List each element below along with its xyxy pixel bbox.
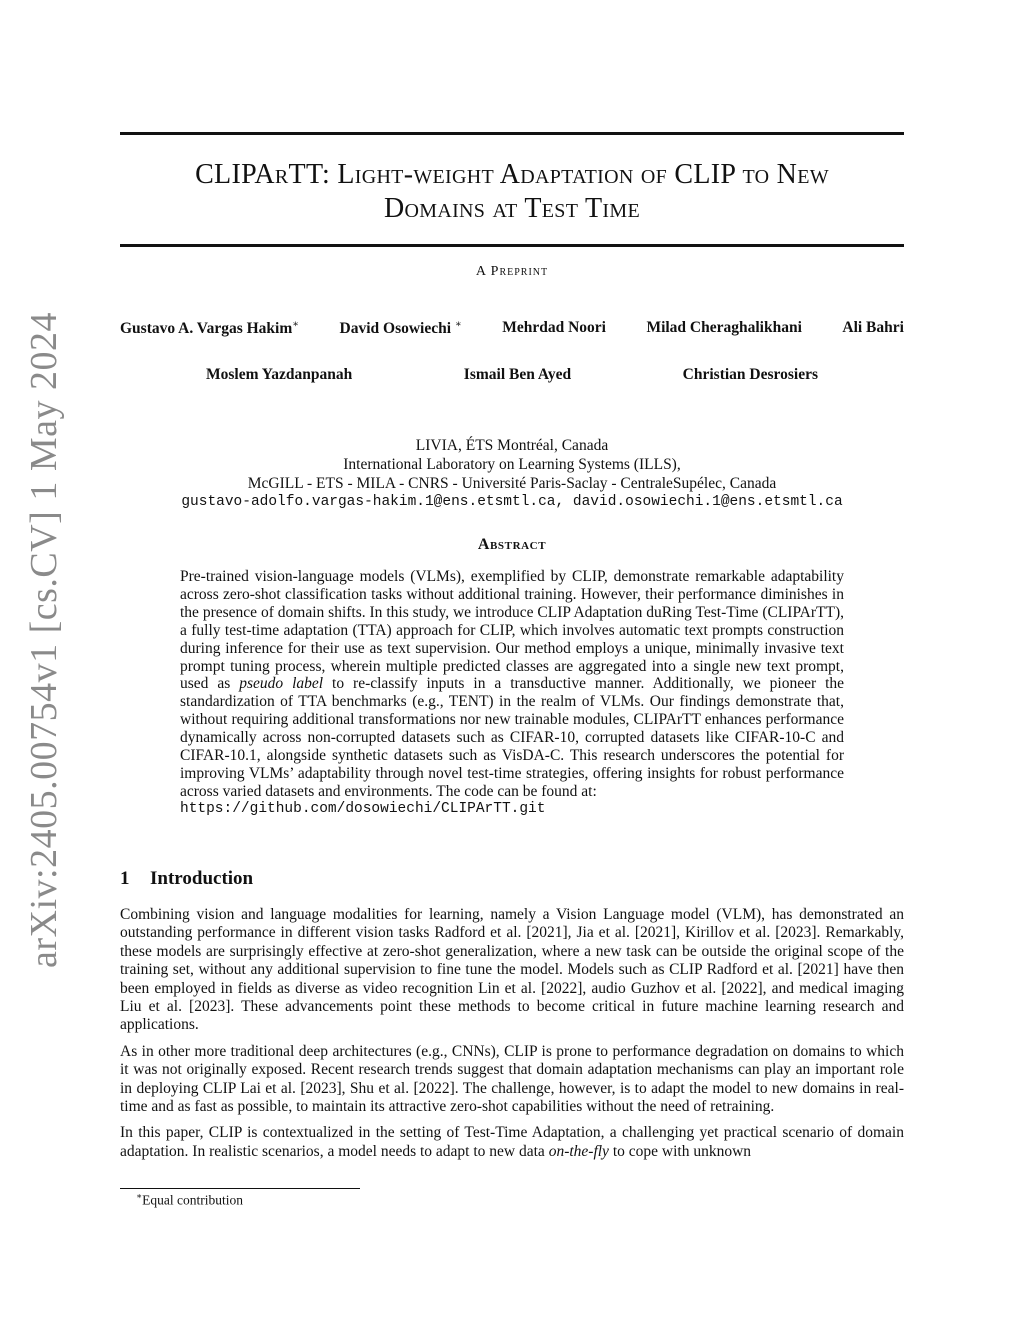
preprint-label: A Preprint <box>475 264 549 279</box>
paper-title <box>120 158 904 226</box>
footnote: ∗Equal contribution <box>136 1191 243 1208</box>
affiliation-line: McGILL - ETS - MILA - CNRS - Université Paris-Saclay - CentraleSupélec, Canada <box>247 475 777 492</box>
author: Gustavo A. Vargas Hakim∗ <box>120 319 300 338</box>
section-body <box>120 906 904 1169</box>
author-emails[interactable]: gustavo-adolfo.vargas-hakim.1@ens.etsmtl.ca, david.osowiechi.1@ens.etsmtl.ca <box>181 494 843 510</box>
title-line-1: CLIPArTT: Light-weight Adaptation of CLIP to New <box>195 159 829 190</box>
paragraph: As in other more traditional deep architectures (e.g., CNNs), CLIP is prone to performance degradation on domains to which it was not originally exposed. Recent research trends suggest that domain adaptation mechanisms can play an important role in deploying CLIP Lai et al. [2023], Shu et al. [2022]. The challenge, however, is to adapt the model to new domains in real-time and as fast as possible, to maintain its attractive zero-shot capabilities without the need of retraining. <box>120 1042 904 1116</box>
title-bottom-rule <box>120 244 904 247</box>
title-line-2: Domains at Test Time <box>384 193 640 224</box>
arxiv-identifier: arXiv:2405.00754v1 [cs.CV] 1 May 2024 <box>23 312 65 968</box>
author-row-1 <box>120 319 904 338</box>
equal-contribution-mark: ∗ <box>454 319 462 330</box>
title-top-rule <box>120 132 904 135</box>
paragraph: In this paper, CLIP is contextualized in the setting of Test-Time Adaptation, a challenging yet practical scenario of domain adaptation. In realistic scenarios, a model needs to adapt to new data on-the-fly to cope with unknown <box>120 1124 904 1160</box>
affiliation-line: LIVIA, ÉTS Montréal, Canada <box>415 437 609 454</box>
author: Milad Cheraghalikhani <box>646 319 802 336</box>
equal-contribution-mark: ∗ <box>292 319 300 330</box>
author: Ismail Ben Ayed <box>463 366 572 383</box>
section-title: Introduction <box>150 868 254 889</box>
author: David Osowiechi ∗ <box>339 319 462 338</box>
footnote-rule <box>120 1188 360 1189</box>
emphasis: pseudo label <box>239 675 324 693</box>
author: Ali Bahri <box>842 319 904 336</box>
author-row-2 <box>206 366 818 384</box>
section-heading <box>120 868 253 890</box>
emphasis: on-the-fly <box>548 1142 609 1160</box>
author: Christian Desrosiers <box>682 366 818 383</box>
code-link[interactable]: https://github.com/dosowiechi/CLIPArTT.git <box>180 800 546 817</box>
abstract-heading: Abstract <box>477 536 547 553</box>
footnote-mark: ∗ <box>136 1191 143 1201</box>
affiliation-line: International Laboratory on Learning Systems (ILLS), <box>343 456 681 473</box>
affiliations <box>0 436 1024 512</box>
section-number: 1 <box>120 868 130 889</box>
abstract-text: Pre-trained vision-language models (VLMs), exemplified by CLIP, demonstrate remarkable adaptability across zero-shot classification tasks without additional training. However, their performance diminishes in the presence of domain shifts. In this study, we introduce CLIP Adaptation duRing Test-Time (CLIPArTT), a fully test-time adaptation (TTA) approach for CLIP, which involves automatic text prompts construction during inference for their use as text supervision. Our method employs a unique, minimally invasive text prompt tuning process, wherein multiple predicted classes are aggregated into a single new text prompt, used as pseudo label to re-classify inputs in a transductive manner. Additionally, we pioneer the standardization of TTA benchmarks (e.g., TENT) in the realm of VLMs. Our findings demonstrate that, without requiring additional transformations nor new trainable modules, CLIPArTT enhances performance dynamically across non-corrupted datasets such as CIFAR-10, corrupted datasets like CIFAR-10-C and CIFAR-10.1, alongside synthetic datasets such as VisDA-C. This research underscores the potential for improving VLMs’ adaptability through novel test-time strategies, offering insights for robust performance across varied datasets and environments. The code can be found at: https://github.com/dosowiechi/CLIPArTT.git <box>180 568 845 817</box>
author: Mehrdad Noori <box>502 319 606 336</box>
author: Moslem Yazdanpanah <box>206 366 353 383</box>
paragraph: Combining vision and language modalities for learning, namely a Vision Language model (VLM), has demonstrated an outstanding performance in different vision tasks Radford et al. [2021], Jia et al. [2021], Kirillov et al. [2023]. Remarkably, these models are surprisingly effective at zero-shot generalization, where a new task can be outside the original scope of the training set, without any additional supervision to fine tune the model. Models such as CLIP Radford et al. [2021] have then been employed in fields as diverse as video recognition Lin et al. [2022], audio Guzhov et al. [2022], and medical imaging Liu et al. [2023]. These advancements point these methods to become critical in future machine learning research and applications. <box>120 906 904 1034</box>
